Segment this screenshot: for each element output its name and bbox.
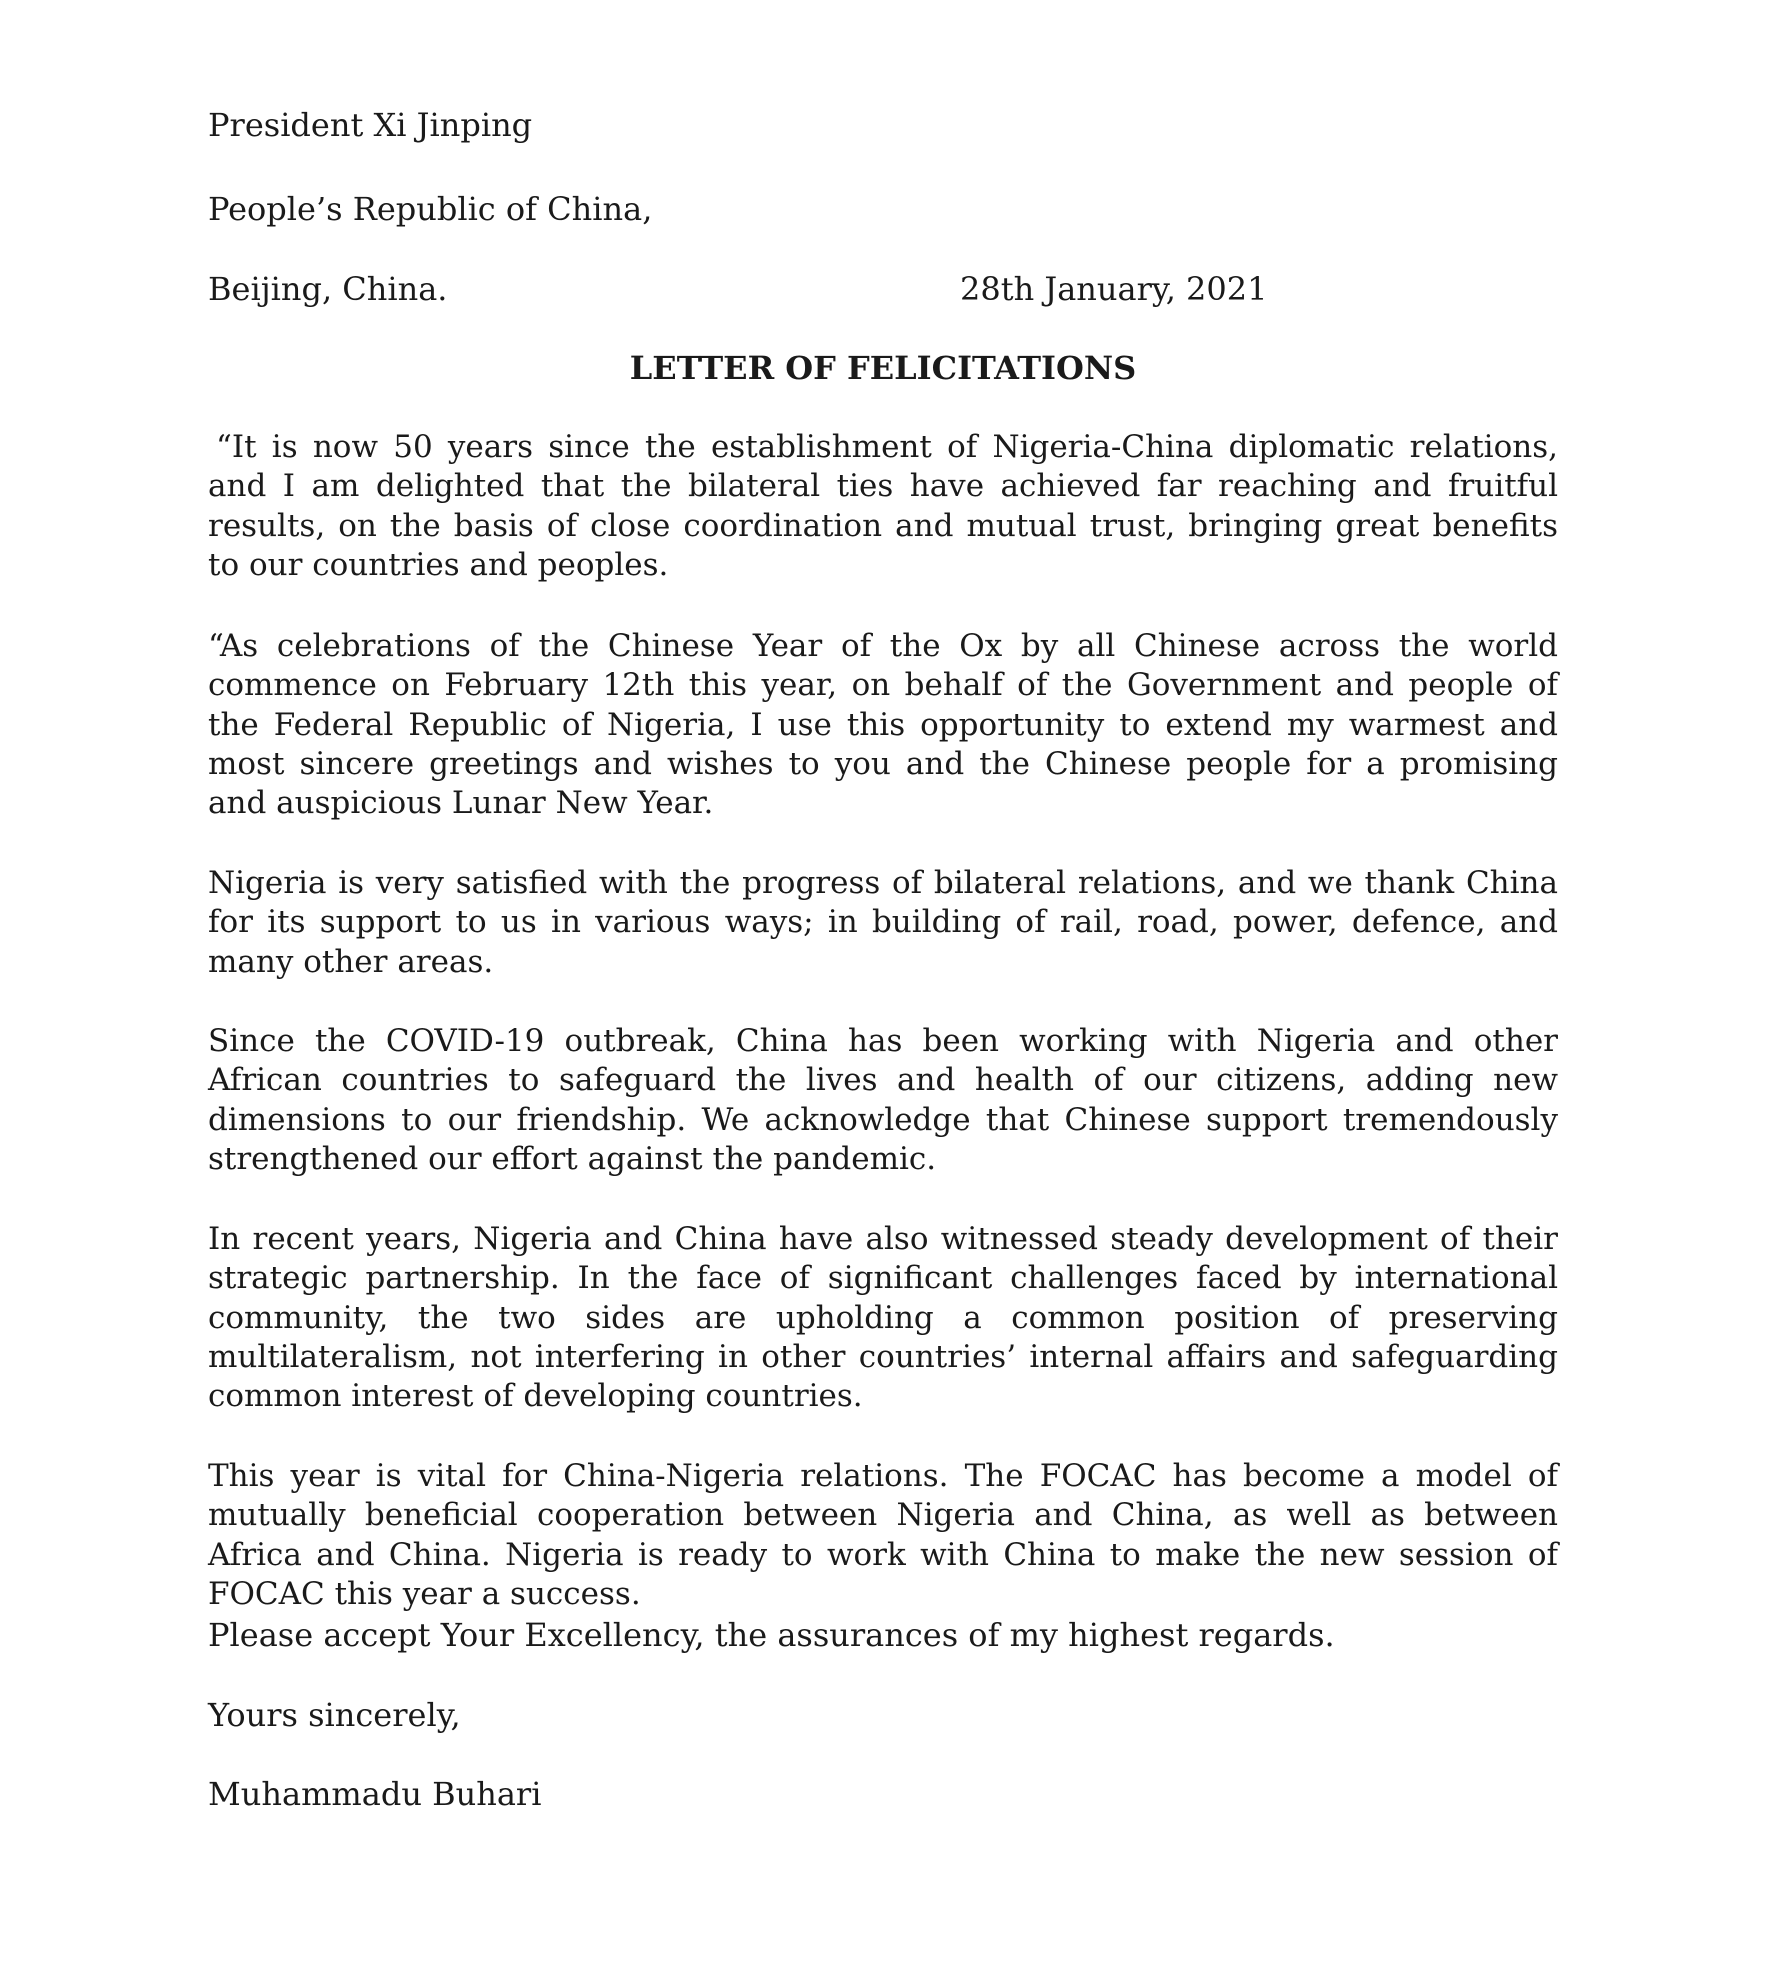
closing-line: Please accept Your Excellency, the assurances of my highest regards. [208, 1616, 1335, 1654]
paragraph-partnership: In recent years, Nigeria and China have also witnessed steady development of their strategic partnership. In the face of significant challenges faced by international community, the two sides are upholding a common position of preserving multilateralism, not interfering in other countries’ internal affairs and safeguarding common interest of developing countries. [208, 1221, 1558, 1415]
paragraph-new-year: “As celebrations of the Chinese Year of the Ox by all Chinese across the world commence on February 12th this year, on behalf of the Government and people of the Federal Republic of Nigeria, I use this opportunity to extend my warmest and most sincere greetings and wishes to you and the Chinese people for a promising and auspicious Lunar New Year. [208, 628, 1558, 822]
paragraph-anniversary: “It is now 50 years since the establishment of Nigeria-China diplomatic relations, and I am delighted that the bilateral ties have achieved far reaching and fruitful results, on the basis of close coordination and mutual trust, bringing great benefits to our countries and peoples. [208, 429, 1558, 583]
recipient-city: Beijing, China. [208, 270, 448, 308]
paragraph-bilateral: Nigeria is very satisfied with the progress of bilateral relations, and we thank China for its support to us in various ways; in building of rail, road, power, defence, and many other areas. [208, 865, 1558, 980]
paragraph-covid: Since the COVID-19 outbreak, China has been working with Nigeria and other African countries to safeguard the lives and health of our citizens, adding new dimensions to our friendship. We acknowledge that Chinese support tremendously strengthened our effort against the pandemic. [208, 1023, 1558, 1177]
recipient-country: People’s Republic of China, [208, 190, 653, 228]
sign-off: Yours sincerely, [208, 1696, 461, 1734]
paragraph-focac: This year is vital for China-Nigeria relations. The FOCAC has become a model of mutually beneficial cooperation between Nigeria and China, as well as between Africa and China. Nigeria is ready to work with China to make the new session of FOCAC this year a success. [208, 1458, 1558, 1612]
signatory-name: Muhammadu Buhari [208, 1775, 542, 1813]
letter-title: LETTER OF FELICITATIONS [629, 349, 1137, 387]
letter-date: 28th January, 2021 [960, 270, 1268, 308]
recipient-name: President Xi Jinping [208, 106, 533, 144]
